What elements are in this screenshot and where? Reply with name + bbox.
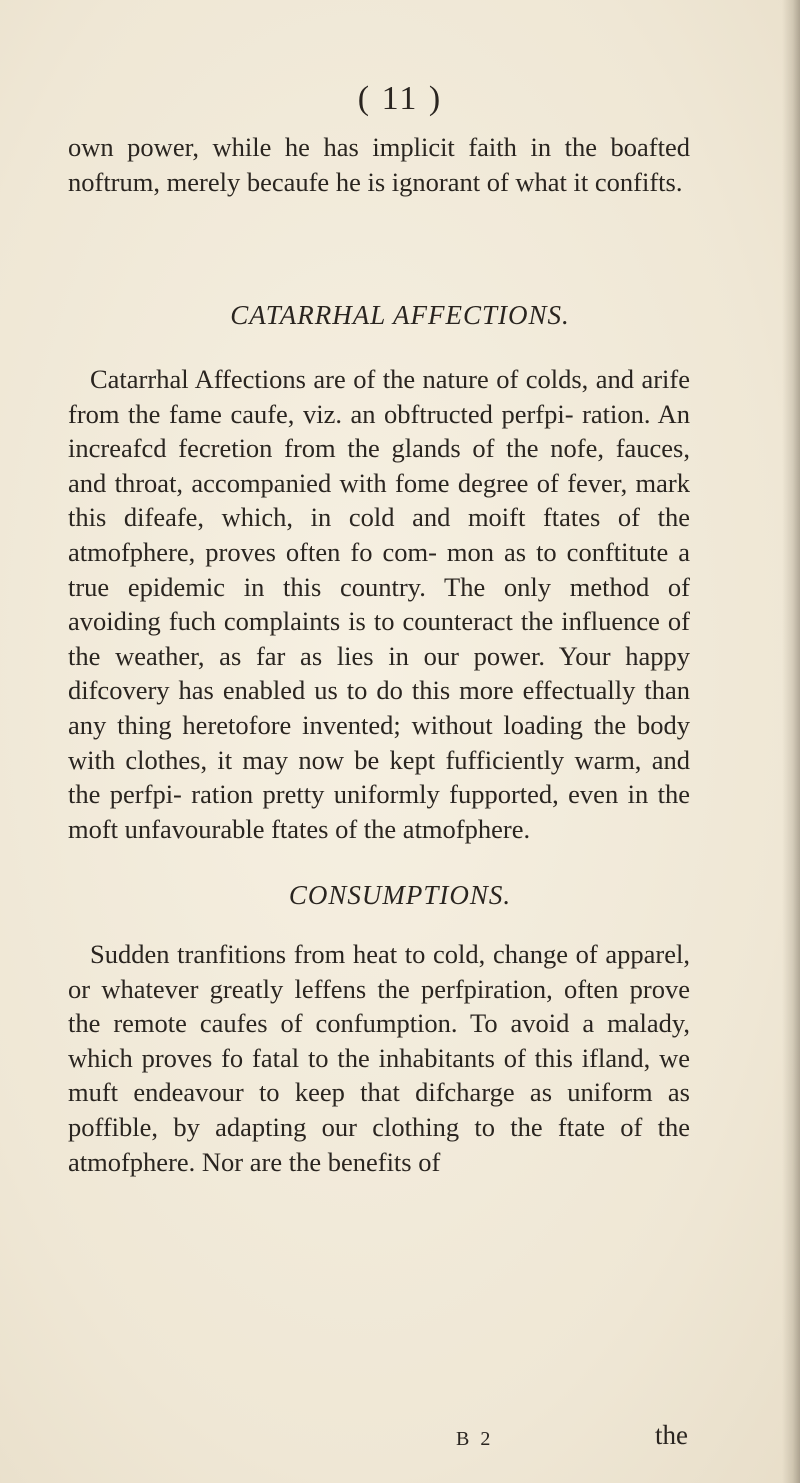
page-number: ( 11 ) xyxy=(357,80,443,117)
page-edge-shadow xyxy=(782,0,800,1483)
paragraph-continued: own power, while he has implicit faith in the boafted noftrum, merely becaufe he is ignorant of what it confifts. xyxy=(68,132,690,197)
paragraph-catarrhal: Catarrhal Affections are of the nature of colds, and arife from the fame caufe, viz. an obftructed perfpi- ration. An increafcd fecretion from the glands of the nofe, fauces, and throat, accompanied with fome degree of fever, mark this difeafe, which, in cold and moift ftates of the atmofphere, proves often fo com- mon as to conftitute a true epidemic in this country. The only method of avoiding fuch complaints is to counteract the influence of the weather, as far as lies in our power. Your happy difcovery has enabled us to do this more effectually than any thing heretofore invented; without loading the body with clothes, it may now be kept fufficiently warm, and the perfpi- ration pretty uniformly fupported, even in the moft unfavourable ftates of the atmofphere. xyxy=(68,364,690,844)
catchword: the xyxy=(655,1420,688,1450)
signature-mark: B 2 xyxy=(456,1428,494,1450)
paragraph-consumptions: Sudden tranfitions from heat to cold, change of apparel, or whatever greatly leffens the perfpiration, often prove the remote caufes of confumption. To avoid a malady, which proves fo fatal to the inhabitants of this ifland, we muft endeavour to keep that difcharge as uniform as poffible, by adapting our clothing to the ftate of the atmofphere. Nor are the benefits of xyxy=(68,939,690,1177)
heading-consumptions: CONSUMPTIONS. xyxy=(288,880,512,910)
heading-catarrhal-affections: CATARRHAL AFFECTIONS. xyxy=(230,300,570,330)
